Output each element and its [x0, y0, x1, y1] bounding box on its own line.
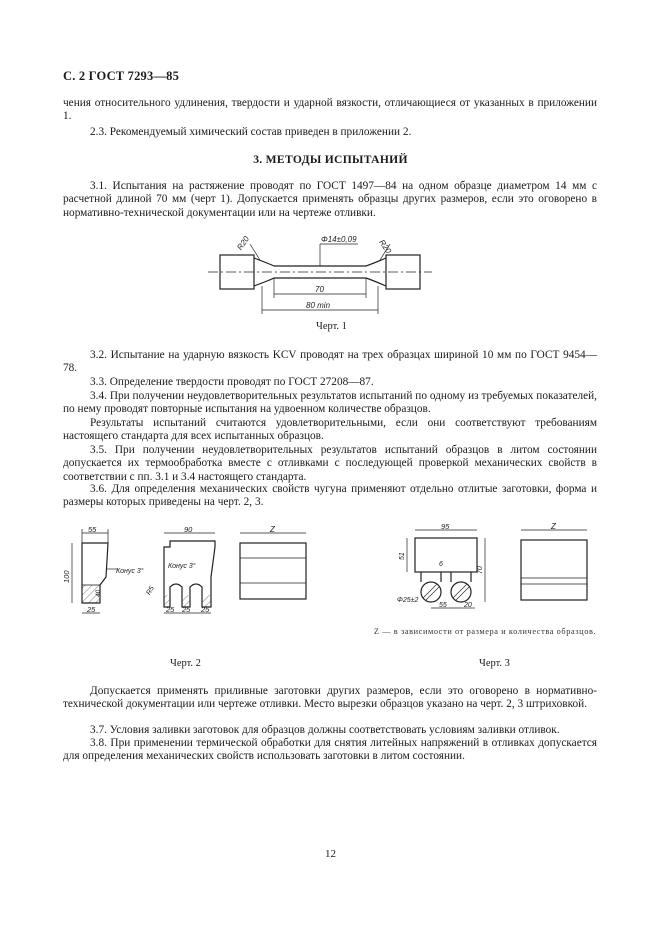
paragraph-3-2: 3.2. Испытание на ударную вязкость KCV проводят на трех образцах шириной 10 мм по ГОСТ 9454—78.: [63, 349, 597, 375]
label-55: 55: [88, 525, 97, 534]
blank-top-view: [240, 543, 306, 599]
paragraph-continuation: чения относительного удлинения, твердости и ударной вязкости, отличающиеся от указанных в приложении 1.: [63, 97, 597, 123]
label-70: 70: [315, 285, 324, 294]
paragraph-3-8: 3.8. При применении термической обработки для снятия литейных напряжений в отливках допускается для определения механических свойств использовать заготовки в литом состоянии.: [63, 737, 597, 763]
label-25a: 25: [166, 605, 175, 614]
paragraph-3-3: 3.3. Определение твердости проводят по ГОСТ 27208—87.: [90, 376, 374, 388]
figure-3-caption: Черт. 3: [479, 658, 510, 669]
label-100: 100: [62, 570, 71, 583]
figure-2-blanks: [60, 525, 320, 620]
circle-section-left: [421, 582, 441, 602]
figure-3-note: Z — в зависимости от размера и количества образцов.: [373, 627, 597, 636]
label-diameter: Φ14±0,09: [321, 235, 357, 244]
paragraph-results: Результаты испытаний считаются удовлетворительными, если они соответствуют требованиям настоящего стандарта для всех испытанных образцов.: [63, 417, 597, 443]
label-55: 55: [439, 602, 447, 609]
label-d25: Φ25±2: [397, 597, 419, 604]
circle-section-right: [451, 582, 471, 602]
blank-body: [415, 538, 477, 572]
label-z: Z: [551, 522, 556, 531]
label-25c: 25: [201, 605, 210, 614]
section-title: 3. МЕТОДЫ ИСПЫТАНИЙ: [253, 153, 408, 166]
figure-2-caption: Черт. 2: [170, 658, 201, 669]
label-cone-3: Конус 3°: [116, 568, 144, 575]
paragraph-3-7: 3.7. Условия заливки заготовок для образцов должны соответствовать условиям заливки отливок.: [90, 724, 560, 736]
label-40: 40: [95, 589, 102, 597]
radius-leader-left: [250, 244, 260, 260]
paragraph-3-1: 3.1. Испытания на растяжение проводят по ГОСТ 1497—84 на одном образце диаметром 14 мм с расчетной длиной 70 мм (черт 1). Допускается применять образцы других размеров, если это оговорено в нормативно-технической документации или на чертеже отливки.: [63, 180, 597, 219]
page-number: 12: [325, 848, 336, 860]
label-80min: 80 min: [306, 301, 331, 310]
blank-legs: [421, 572, 471, 582]
blank-front-view: [164, 541, 215, 607]
paragraph-2-3: 2.3. Рекомендуемый химический состав приведен в приложении 2.: [90, 126, 412, 138]
label-20: 20: [464, 602, 472, 609]
figure-1-tensile-specimen: [200, 230, 450, 330]
label-r-right: R20: [377, 238, 394, 256]
figure-3-blanks: [395, 522, 600, 617]
label-90: 90: [184, 525, 193, 534]
label-25: 25: [87, 605, 96, 614]
label-6: 6: [439, 561, 443, 568]
paragraph-3-6: 3.6. Для определения механических свойств чугуна применяют отдельно отлитые заготовки, форма и размеры которых приведены на черт. 2, 3.: [63, 483, 597, 509]
label-25b: 25: [182, 605, 191, 614]
paragraph-3-5: 3.5. При получении неудовлетворительных результатов испытаний образцов в литом состоянии допускается их термообработка вместе с отливками с последующей проверкой механических свойств в соответствии с пп. 3.1 и 3.4 настоящего стандарта.: [63, 444, 597, 483]
label-r5: R5: [145, 585, 156, 597]
label-51: 51: [399, 552, 406, 560]
page-header: С. 2 ГОСТ 7293—85: [63, 69, 180, 83]
label-cone-3b: Конус 3°: [168, 563, 196, 570]
label-95: 95: [441, 522, 450, 531]
label-r-left: R20: [235, 234, 252, 252]
label-z: Z: [270, 525, 275, 534]
label-70: 70: [477, 566, 484, 574]
paragraph-allowed: Допускается применять приливные заготовки других размеров, если это оговорено в нормативно-технической документации или чертеже отливки. Место вырезки образцов указано на черт. 2, 3 штриховкой.: [63, 685, 597, 711]
figure-1-caption: Черт. 1: [316, 321, 347, 332]
blank-top-view: [521, 540, 587, 600]
paragraph-3-4: 3.4. При получении неудовлетворительных результатов испытаний по одному из требуемых показателей, по нему проводят повторные испытания на удвоенном количестве образцов.: [63, 390, 597, 416]
